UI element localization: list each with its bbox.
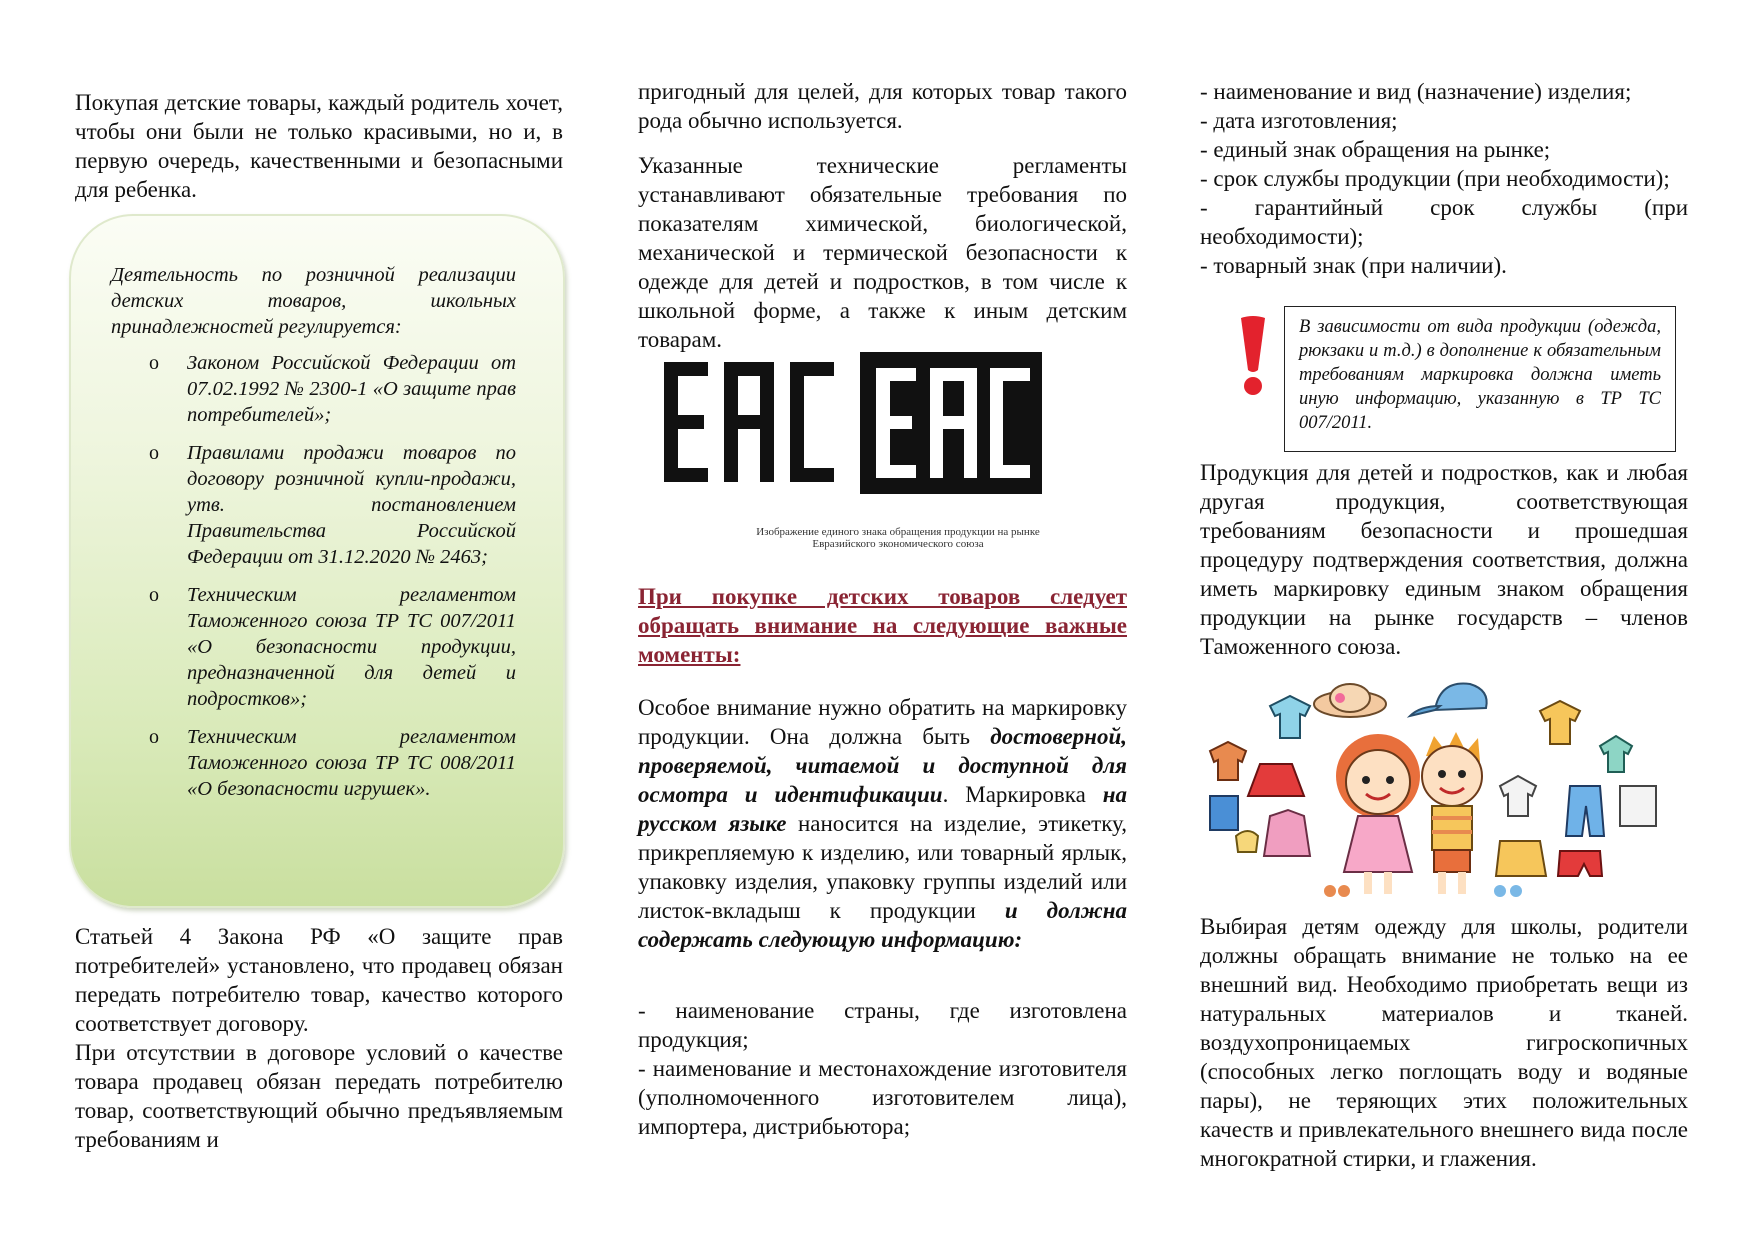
label-info-item: - срок службы продукции (при необходимости);	[1200, 166, 1670, 191]
eac-caption-line: Изображение единого знака обращения продукции на рынке	[756, 526, 1040, 538]
continuation-paragraph: пригодный для целей, для которых товар такого рода обычно используется.	[638, 79, 1127, 133]
label-info-list-continued	[1200, 77, 1688, 280]
article-paragraph: Статьей 4 Закона РФ «О защите прав потребителей» установлено, что продавец обязан передать потребителю товар, качество которого соответствует договору.	[75, 924, 563, 1036]
regulation-item-text: Техническим регламентом Таможенного союза ТР ТС 008/2011 «О безопасности игрушек».	[187, 726, 516, 800]
eac-caption	[708, 526, 1088, 550]
circle-bullet-icon: o	[149, 352, 159, 374]
regulation-list-item	[111, 350, 516, 428]
label-info-item: - гарантийный срок службы (при необходимости);	[1200, 195, 1688, 249]
regulation-item-text: Правилами продажи товаров по договору розничной купли-продажи, утв. постановлением Правительства Российской Федерации от 31.12.2020 № 2463;	[187, 442, 516, 568]
regulation-item-text: Законом Российской Федерации от 07.02.1992 № 2300-1 «О защите прав потребителей»;	[187, 352, 516, 426]
labeling-emphasis: достоверной, проверяемой, читаемой и доступной для осмотра и идентификации	[638, 724, 1127, 807]
regulations-paragraph: Указанные технические регламенты устанавливают обязательные требования по показателям химической, биологической, механической и термической безопасности к одежде для детей и подростков, в том числе к школьной форме, а также к иным детским товарам.	[638, 153, 1127, 352]
regulation-list-item	[111, 440, 516, 570]
regulation-box-lead: Деятельность по розничной реализации детских товаров, школьных принадлежностей регулируется:	[111, 264, 516, 338]
notice-box	[1284, 306, 1676, 452]
eac-logo	[664, 352, 1092, 502]
labeling-text: Особое внимание нужно обратить на маркировку продукции. Она должна быть	[638, 695, 1127, 749]
regulation-item-text: Техническим регламентом Таможенного союза ТР ТС 007/2011 «О безопасности продукции, предназначенной для детей и подростков»;	[187, 584, 516, 710]
regulation-box	[69, 214, 565, 908]
label-info-item: - товарный знак (при наличии).	[1200, 253, 1507, 278]
label-info-item: - дата изготовления;	[1200, 108, 1398, 133]
label-info-item: - наименование страны, где изготовлена продукция;	[638, 998, 1127, 1052]
kids-clothing-illustration	[1200, 676, 1688, 908]
important-points-heading: При покупке детских товаров следует обращать внимание на следующие важные моменты:	[638, 584, 1127, 667]
school-clothing-paragraph: Выбирая детям одежду для школы, родители должны обращать внимание не только на ее внешний вид. Необходимо приобретать вещи из натуральных материалов и тканей. воздухопроницаемых гигроскопичных (способных легко поглощать воду и водяные пары), не теряющих этих положительных качеств и привлекательного внешнего вида после многократной стирки, и глажения.	[1200, 914, 1688, 1171]
eac-logo-icon	[664, 352, 1092, 502]
label-info-item: - наименование и вид (назначение) изделия;	[1200, 79, 1632, 104]
labeling-emphasis: и должна содержать следующую информацию:	[638, 898, 1127, 952]
intro-paragraph: Покупая детские товары, каждый родитель хочет, чтобы они были не только красивыми, но и, в первую очередь, качественными и безопасными для ребенка.	[75, 90, 563, 202]
labeling-emphasis: на русском языке	[638, 782, 1127, 836]
law-article	[75, 922, 563, 1154]
notice-text: В зависимости от вида продукции (одежда, рюкзаки и т.д.) в дополнение к обязательным требованиям маркировка должна иметь иную информацию, указанную в ТР ТС 007/2011.	[1299, 317, 1661, 433]
label-info-item: - единый знак обращения на рынке;	[1200, 137, 1551, 162]
exclamation-icon	[1236, 316, 1270, 396]
circle-bullet-icon: o	[149, 584, 159, 606]
labeling-text: наносится на изделие, этикетку, прикрепляемую к изделию, или товарный ярлык, упаковку изделия, упаковку группы изделий или листок-вкладыш к продукции	[638, 811, 1128, 923]
regulation-list-item	[111, 724, 516, 802]
conformity-paragraph: Продукция для детей и подростков, как и любая другая продукция, соответствующая требованиям безопасности и прошедшая процедуру подтверждения соответствия, должна иметь маркировку единым знаком обращения продукции на рынке государств – членов Таможенного союза.	[1200, 460, 1688, 659]
eac-caption-line: Евразийского экономического союза	[812, 538, 984, 550]
label-info-list	[638, 996, 1127, 1141]
regulation-list	[111, 350, 516, 802]
labeling-paragraph	[638, 693, 1127, 954]
circle-bullet-icon: o	[149, 442, 159, 464]
labeling-text: . Маркировка	[942, 782, 1103, 807]
article-paragraph: При отсутствии в договоре условий о качестве товара продавец обязан передать потребителю товар, соответствующий обычно предъявляемым требованиям и	[75, 1040, 563, 1152]
regulation-list-item	[111, 582, 516, 712]
label-info-item: - наименование и местонахождение изготовителя (уполномоченного изготовителем лица), импортера, дистрибьютора;	[638, 1056, 1127, 1139]
circle-bullet-icon: o	[149, 726, 159, 748]
